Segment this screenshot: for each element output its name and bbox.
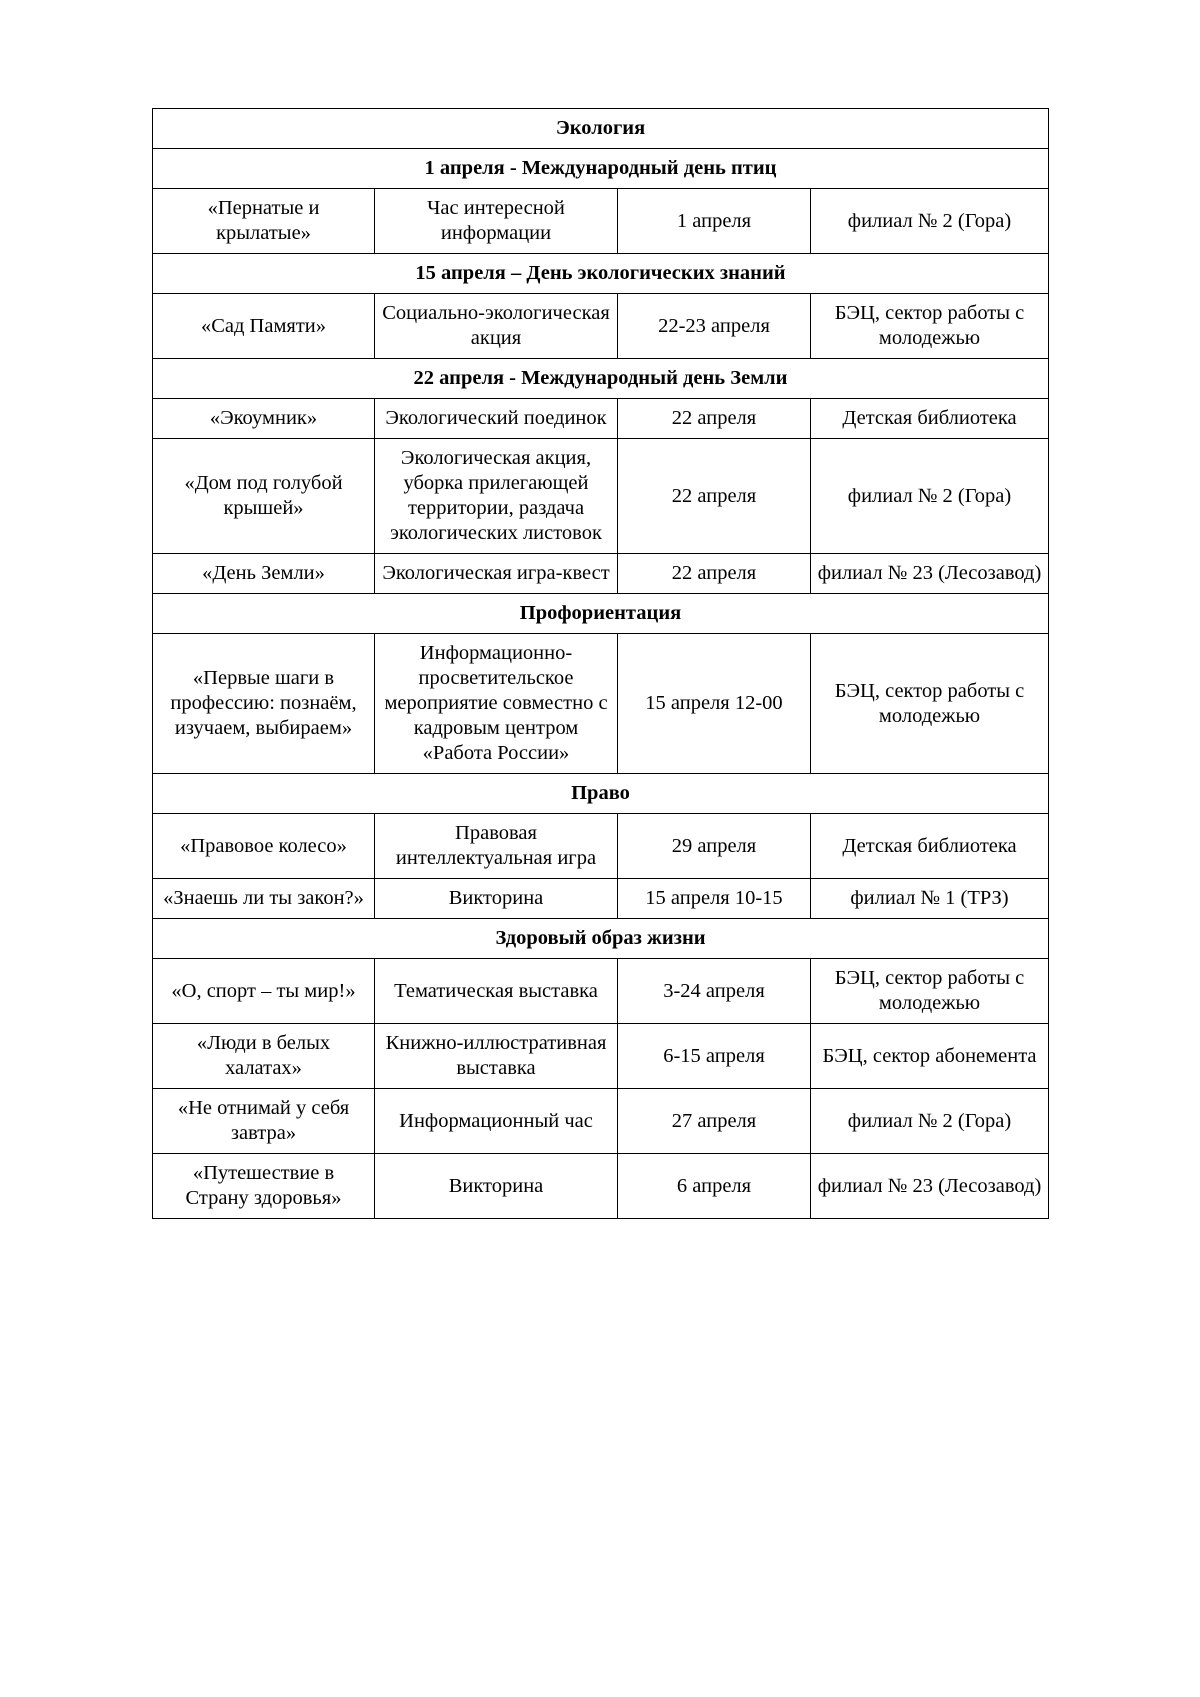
table-section-row (153, 919, 1049, 959)
event-place: филиал № 23 (Лесозавод) (811, 1154, 1049, 1219)
event-name: «Правовое колесо» (153, 814, 375, 879)
event-form: Социально-экологическая акция (375, 294, 618, 359)
section-heading: Профориентация (153, 594, 1049, 634)
table-section-row (153, 594, 1049, 634)
table-row (153, 634, 1049, 774)
event-date: 6-15 апреля (618, 1024, 811, 1089)
event-form: Час интересной информации (375, 189, 618, 254)
event-name: «Знаешь ли ты закон?» (153, 879, 375, 919)
event-form: Информационный час (375, 1089, 618, 1154)
event-name: «День Земли» (153, 554, 375, 594)
event-date: 3-24 апреля (618, 959, 811, 1024)
event-form: Экологическая игра-квест (375, 554, 618, 594)
section-heading: Право (153, 774, 1049, 814)
section-heading: Здоровый образ жизни (153, 919, 1049, 959)
event-form: Правовая интеллектуальная игра (375, 814, 618, 879)
table-row (153, 439, 1049, 554)
event-name: «Экоумник» (153, 399, 375, 439)
event-name: «Первые шаги в профессию: познаём, изучаем, выбираем» (153, 634, 375, 774)
event-place: филиал № 23 (Лесозавод) (811, 554, 1049, 594)
event-date: 22 апреля (618, 439, 811, 554)
event-form: Викторина (375, 1154, 618, 1219)
event-form: Викторина (375, 879, 618, 919)
event-date: 15 апреля 12-00 (618, 634, 811, 774)
event-form: Книжно-иллюстративная выставка (375, 1024, 618, 1089)
section-heading: Экология (153, 109, 1049, 149)
table-row (153, 814, 1049, 879)
event-form: Экологический поединок (375, 399, 618, 439)
table-section-row (153, 359, 1049, 399)
event-name: «Сад Памяти» (153, 294, 375, 359)
event-date: 1 апреля (618, 189, 811, 254)
event-date: 22 апреля (618, 554, 811, 594)
events-table-body (153, 109, 1049, 1219)
event-form: Экологическая акция, уборка прилегающей территории, раздача экологических листовок (375, 439, 618, 554)
event-name: «О, спорт – ты мир!» (153, 959, 375, 1024)
event-place: БЭЦ, сектор абонемента (811, 1024, 1049, 1089)
table-row (153, 1154, 1049, 1219)
event-place: Детская библиотека (811, 814, 1049, 879)
event-form: Тематическая выставка (375, 959, 618, 1024)
event-name: «Пернатые и крылатые» (153, 189, 375, 254)
event-date: 15 апреля 10-15 (618, 879, 811, 919)
section-heading: 15 апреля – День экологических знаний (153, 254, 1049, 294)
section-heading: 22 апреля - Международный день Земли (153, 359, 1049, 399)
event-name: «Не отнимай у себя завтра» (153, 1089, 375, 1154)
table-section-row (153, 254, 1049, 294)
event-place: БЭЦ, сектор работы с молодежью (811, 294, 1049, 359)
table-section-row (153, 109, 1049, 149)
event-name: «Люди в белых халатах» (153, 1024, 375, 1089)
event-date: 22-23 апреля (618, 294, 811, 359)
event-place: Детская библиотека (811, 399, 1049, 439)
table-section-row (153, 149, 1049, 189)
table-row (153, 959, 1049, 1024)
table-row (153, 189, 1049, 254)
table-row (153, 554, 1049, 594)
event-date: 22 апреля (618, 399, 811, 439)
table-row (153, 879, 1049, 919)
event-date: 29 апреля (618, 814, 811, 879)
event-place: филиал № 2 (Гора) (811, 189, 1049, 254)
event-place: БЭЦ, сектор работы с молодежью (811, 959, 1049, 1024)
events-table (152, 108, 1049, 1219)
table-row (153, 1024, 1049, 1089)
event-name: «Путешествие в Страну здоровья» (153, 1154, 375, 1219)
event-place: филиал № 2 (Гора) (811, 1089, 1049, 1154)
event-form: Информационно-просветительское мероприятие совместно с кадровым центром «Работа России» (375, 634, 618, 774)
section-heading: 1 апреля - Международный день птиц (153, 149, 1049, 189)
table-row (153, 399, 1049, 439)
event-place: БЭЦ, сектор работы с молодежью (811, 634, 1049, 774)
event-place: филиал № 1 (ТРЗ) (811, 879, 1049, 919)
table-section-row (153, 774, 1049, 814)
table-row (153, 1089, 1049, 1154)
event-name: «Дом под голубой крышей» (153, 439, 375, 554)
event-date: 27 апреля (618, 1089, 811, 1154)
event-date: 6 апреля (618, 1154, 811, 1219)
event-place: филиал № 2 (Гора) (811, 439, 1049, 554)
table-row (153, 294, 1049, 359)
